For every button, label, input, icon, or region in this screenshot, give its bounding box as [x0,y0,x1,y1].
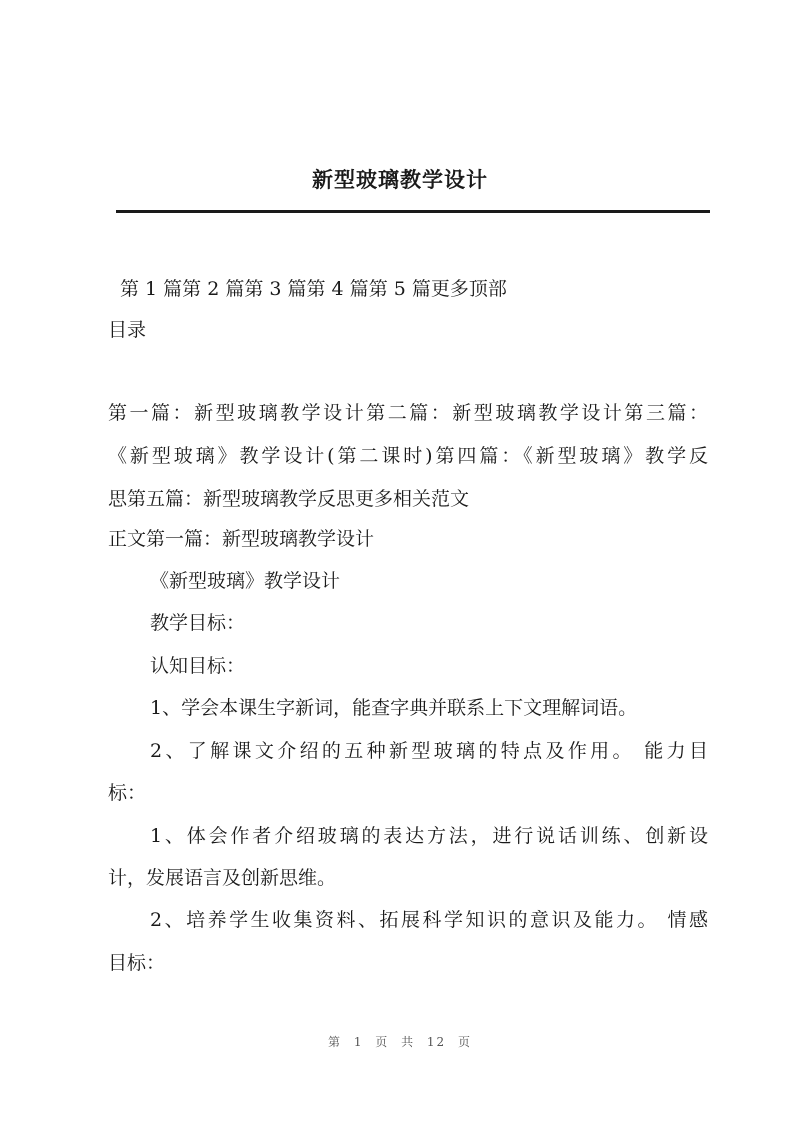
paragraph-title: 《新型玻璃》教学设计 [150,570,341,592]
nav-link-part-4[interactable]: 第 4 篇 [306,278,369,300]
toc-heading: 目录 [108,319,147,341]
nav-link-part-1[interactable]: 第 1 篇 [120,278,183,300]
paragraph-item-2: 2、了解课文介绍的五种新型玻璃的特点及作用。 能力目 [150,740,708,762]
paragraph-ability-2-cont: 目标： [108,952,166,974]
paragraph-objectives: 教学目标： [150,612,246,634]
body-start-heading: 正文第一篇：新型玻璃教学设计 [108,528,375,550]
paragraph-item-1: 1、学会本课生字新词，能查字典并联系上下文理解词语。 [150,697,638,719]
toc-line-1[interactable]: 第一篇：新型玻璃教学设计第二篇：新型玻璃教学设计第三篇： [108,402,708,424]
nav-link-part-3[interactable]: 第 3 篇 [244,278,307,300]
section-nav [120,277,720,301]
paragraph-ability-1: 1、体会作者介绍玻璃的表达方法，进行说话训练、创新设 [150,825,708,847]
paragraph-ability-2: 2、培养学生收集资料、拓展科学知识的意识及能力。 情感 [150,909,708,931]
paragraph-ability-1-cont: 计，发展语言及创新思维。 [108,867,337,889]
nav-link-more[interactable]: 更多 [430,278,469,300]
paragraph-cognitive: 认知目标： [150,655,246,677]
document-title: 新型玻璃教学设计 [312,168,488,192]
page-footer: 第 1 页 共 12 页 [328,1035,472,1049]
toc-line-2[interactable]: 《新型玻璃》教学设计(第二课时)第四篇：《新型玻璃》教学反 [108,445,708,467]
nav-link-part-5[interactable]: 第 5 篇 [368,278,431,300]
nav-link-top[interactable]: 顶部 [468,278,507,300]
toc-line-3[interactable]: 思第五篇：新型玻璃教学反思更多相关范文 [108,488,470,510]
paragraph-item-2-cont: 标： [108,782,147,804]
title-divider [116,210,710,213]
nav-link-part-2[interactable]: 第 2 篇 [182,278,245,300]
